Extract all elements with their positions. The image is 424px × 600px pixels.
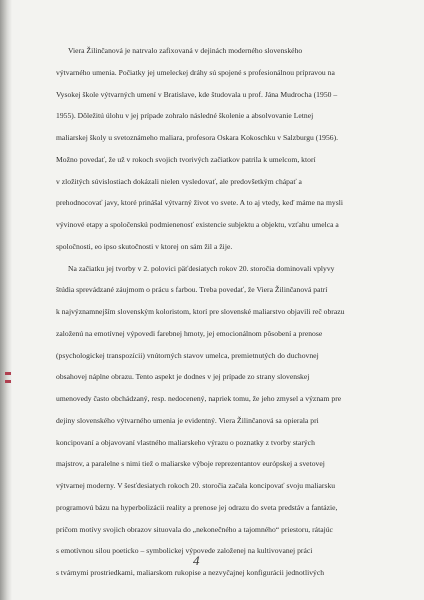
text-line: majstrov, a paralelne s nimi tiež o maliarske výboje reprezentantov európskej a svetovej [56,459,325,469]
body-text [56,40,372,584]
binding-thread-mark [5,372,11,375]
text-line: Viera Žilinčanová je natrvalo zafixovaná v dejinách moderného slovenského [68,46,303,55]
text-line: Možno povedať, že už v rokoch svojich tvorivých začiatkov patrila k umelcom, ktorí [56,154,316,164]
text-line: k najvýznamnejším slovenským koloristom, ktorí pre slovenské maliarstvo objavili reč obrazu [56,307,345,316]
text-line: v zložitých súvislostiach dokázali nielen vysledovať, ale predovšetkým chápať a [56,176,302,186]
text-line: koncipovaní a objavovaní vlastného maliarskeho výrazu o poznatky z tvorby starých [56,437,315,447]
text-line: prehodnocovať javy, ktoré prinášal výtvarný život vo svete. A to aj vtedy, keď máme na mysli [56,198,343,208]
text-line: dejiny slovenského výtvarného umenia je evidentný. Viera Žilinčanová sa opierala pri [56,415,319,425]
text-line: založenú na emotívnej výpovedi farebnej hmoty, jej emocionálnom pôsobení a prenose [56,328,323,338]
text-line: štúdia sprevádzané záujmom o prácu s farbou. Treba povedať, že Viera Žilinčanová patrí [56,285,328,295]
text-line: s emotívnou silou poeticko – symbolickej výpovede založenej na kultivovanej práci [56,546,313,556]
text-line: výtvarnej moderny. V šesťdesiatych rokoch 20. storočia začala koncipovať svoju maliarsku [56,481,336,490]
text-line: 1955). Dôležitú úlohu v jej prípade zohralo následné školenie a absolvovanie Letnej [56,111,314,121]
text-line: maliarskej školy u svetoznámeho maliara, profesora Oskara Kokoschku v Salzburgu (1956). [56,133,339,142]
text-line: spoločnosti, eo ipso skutočnosti v ktorej on sám žil a žije. [56,241,233,251]
text-line: Vysokej škole výtvarných umení v Bratislave, kde študovala u prof. Jána Mudrocha (1950 – [56,89,338,99]
text-line: vývinové etapy a spoločenskú podmienenosť existencie subjektu a objektu, vzťahu umelca a [56,220,339,229]
text-line: výtvarného umenia. Počiatky jej umeleckej dráhy sú spojené s profesionálnou prípravou na [56,67,335,77]
binding-shadow [0,0,12,600]
text-line: obsahovej náplne obrazu. Tento aspekt je dodnes v jej prípade zo strany slovenskej [56,372,310,382]
text-line: (psychologickej transpozícii) vnútorných stavov umelca, premietnutých do duchovnej [56,350,319,360]
page-number: 4 [193,553,200,568]
text-line: Na začiatku jej tvorby v 2. polovici päťdesiatych rokov 20. storočia dominovali vplyvy [68,263,335,273]
text-line: umenovedy často obchádzaný, resp. nedocenený, napriek tomu, že jeho zmysel a význam pre [56,394,342,403]
text-line: programovú bázu na hyperbolizácii reality a prenose jej odrazu do sveta predstáv a fantázie, [56,502,338,512]
binding-thread-mark [5,380,11,383]
text-line: s tvárnymi prostriedkami, maliarskom rukopise a nezvyčajnej konfigurácii jednotlivých [56,568,325,577]
text-line: pričom motívy svojich obrazov situovala do „nekonečného a tajomného“ priestoru, rátajúc [56,524,333,534]
